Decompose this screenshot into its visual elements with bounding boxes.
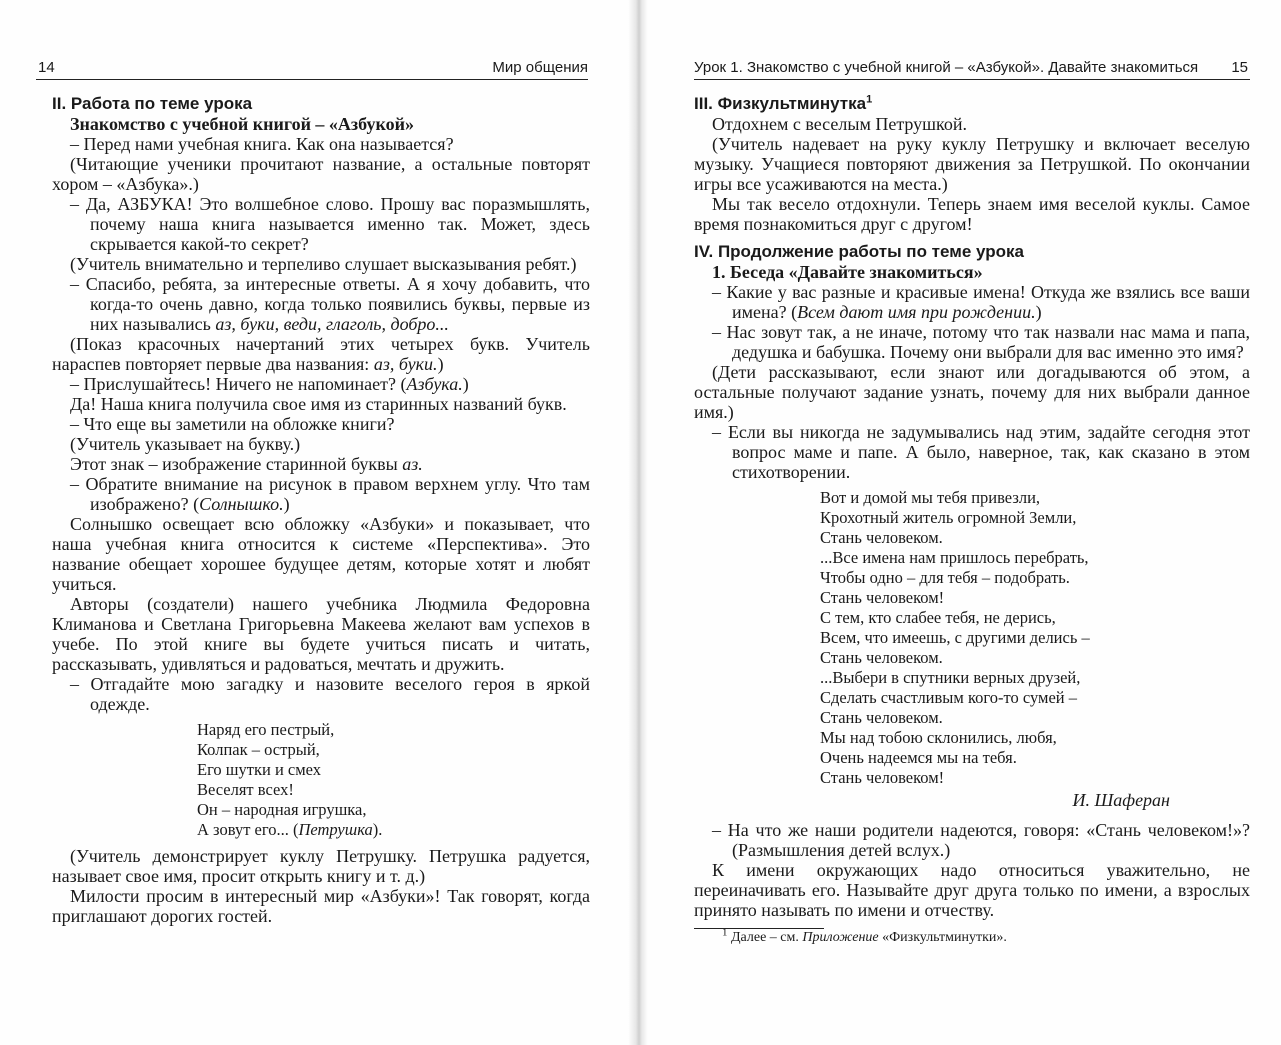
- text-run-italic: аз, буки, веди, глаголь, добро...: [215, 314, 449, 334]
- poem-line: Стань человеком.: [820, 708, 943, 727]
- text-run: Далее – см.: [727, 930, 803, 945]
- paragraph: – Если вы никогда не задумывались над этим, задайте сегодня этот вопрос маме и папе. А было, наверное, так, как сказано в этом стихотворении.: [712, 422, 1250, 482]
- right-running-head: Урок 1. Знакомство с учебной книгой – «Азбукой». Давайте знакомиться: [694, 59, 1199, 76]
- left-page-number: 14: [38, 59, 55, 76]
- paragraph: – Что еще вы заметили на обложке книги?: [70, 414, 395, 434]
- section-heading-4: IV. Продолжение работы по теме урока: [694, 242, 1024, 261]
- poem-line: Крохотный житель огромной Земли,: [820, 508, 1077, 527]
- text-run: – Прислушайтесь! Ничего не напоминает? (: [70, 374, 407, 394]
- paragraph: (Учитель надевает на руку куклу Петрушку и включает веселую музыку. Учащиеся повторяют движения за Петрушкой. По окончании игры все усаживаются на места.): [694, 134, 1250, 194]
- right-text-column: [694, 94, 1250, 947]
- left-page-header: [36, 57, 588, 80]
- poem-line: Стань человеком!: [820, 768, 945, 787]
- subheading-azbuka: Знакомство с учебной книгой – «Азбукой»: [70, 114, 414, 134]
- poem-line: Всем, что имеешь, с другими делись –: [820, 628, 1090, 647]
- left-text-column: [52, 94, 590, 926]
- poem-line: Стань человеком!: [820, 588, 945, 607]
- poem-line: Очень надеемся мы на тебя.: [820, 748, 1017, 767]
- paragraph: Солнышко освещает всю обложку «Азбуки» и показывает, что наша учебная книга относится к системе «Перспектива». Это название обещает хорошее будущее детям, которые хотят и любят учиться.: [52, 514, 590, 594]
- text-run-italic: Азбука.: [406, 374, 463, 394]
- poem-line: Наряд его пестрый,: [197, 720, 335, 739]
- paragraph: – Перед нами учебная книга. Как она называется?: [70, 134, 454, 154]
- section-heading-3: [694, 94, 1250, 114]
- text-run: – Спасибо, ребята, за интересные ответы. А я хочу добавить, что когда-то очень давно, когда только появились буквы, первые из них назывались: [70, 274, 590, 334]
- poem-line: Сделать счастливым кого-то сумей –: [820, 688, 1077, 707]
- paragraph: Отдохнем с веселым Петрушкой.: [712, 114, 967, 134]
- poem-line: Вот и домой мы тебя привезли,: [820, 488, 1041, 507]
- paragraph: Авторы (создатели) нашего учебника Людмила Федоровна Климанова и Светлана Григорьевна Макеева желают вам успехов в учебе. По этой книге вы будете учиться писать и читать, рассказывать, удивляться и радоваться, мечтать и дружить.: [52, 594, 590, 674]
- poem-line: Чтобы одно – для тебя – подобрать.: [820, 568, 1070, 587]
- paragraph: Да! Наша книга получила свое имя из старинных названий букв.: [70, 394, 567, 414]
- paragraph: Милости просим в интересный мир «Азбуки»! Так говорят, когда приглашают дорогих гостей.: [52, 886, 590, 926]
- paragraph: – Да, АЗБУКА! Это волшебное слово. Прошу вас поразмышлять, почему наша книга называется именно так. Может, здесь скрывается какой-то секрет?: [70, 194, 590, 254]
- paragraph: (Учитель указывает на букву.): [70, 434, 301, 454]
- poem-line: Мы над тобою склонились, любя,: [820, 728, 1057, 747]
- text-run: – Какие у вас разные и красивые имена! Откуда же взялись все ваши имена? (: [712, 282, 1250, 322]
- right-page-header: [694, 57, 1250, 80]
- text-run-italic: Приложение: [802, 930, 879, 945]
- text-run: ): [462, 374, 469, 394]
- text-run-italic: аз.: [402, 454, 423, 474]
- book-gutter: [628, 0, 648, 1045]
- poem-line: [197, 820, 590, 840]
- poem-line: ...Выбери в спутники верных друзей,: [820, 668, 1081, 687]
- paragraph: [52, 334, 590, 374]
- paragraph: [70, 274, 590, 334]
- text-run: ): [283, 494, 290, 514]
- text-run: ): [437, 354, 444, 374]
- poem-line: Веселят всех!: [197, 780, 294, 799]
- footnote-marker: 1: [866, 93, 873, 106]
- text-run: (Показ красочных начертаний этих четырех букв. Учитель нараспев повторяет первые два названия:: [52, 334, 590, 374]
- poem-line: Он – народная игрушка,: [197, 800, 367, 819]
- paragraph: – Нас зовут так, а не иначе, потому что так назвали нас мама и папа, дедушка и бабушка. Почему они выбрали для вас именно это имя?: [712, 322, 1250, 362]
- poem-line: ...Все имена нам пришлось перебрать,: [820, 548, 1089, 567]
- poem-line: Его шутки и смех: [197, 760, 322, 779]
- footnote-number: 1: [722, 926, 728, 939]
- poem-author: И. Шаферан: [1072, 790, 1170, 810]
- paragraph: [52, 454, 590, 474]
- paragraph: – На что же наши родители надеются, говоря: «Стань человеком!»? (Размышления детей вслух.): [712, 820, 1250, 860]
- paragraph: К имени окружающих надо относиться уважительно, не переиначивать его. Называйте друг друга только по имени, а взрослых принято называть по имени и отчеству.: [694, 860, 1250, 920]
- footnote: [694, 926, 1250, 947]
- poem-line: С тем, кто слабее тебя, не дерись,: [820, 608, 1056, 627]
- text-run-italic: Всем дают имя при рождении.: [797, 302, 1036, 322]
- text-run: – Обратите внимание на рисунок в правом верхнем углу. Что там изображено? (: [70, 474, 590, 514]
- paragraph: (Читающие ученики прочитают название, а остальные повторят хором – «Азбука».): [52, 154, 590, 194]
- text-run: «Физкультминутки».: [878, 930, 1007, 945]
- poem-line: Стань человеком.: [820, 648, 943, 667]
- text-run: Этот знак – изображение старинной буквы: [70, 454, 403, 474]
- text-run-italic: Солнышко.: [199, 494, 284, 514]
- subheading-beseda: 1. Беседа «Давайте знакомиться»: [712, 262, 983, 282]
- paragraph: (Учитель внимательно и терпеливо слушает высказывания ребят.): [70, 254, 577, 274]
- section-heading-2: II. Работа по теме урока: [52, 94, 253, 113]
- text-run: ).: [372, 820, 383, 839]
- poem-line: Колпак – острый,: [197, 740, 320, 759]
- paragraph: (Дети рассказывают, если знают или догадываются об этом, а остальные получают задание узнать, почему для них выбрали данное имя.): [694, 362, 1250, 422]
- paragraph: Мы так весело отдохнули. Теперь знаем имя веселой куклы. Самое время познакомиться друг с другом!: [694, 194, 1250, 234]
- text-run: А зовут его... (: [197, 820, 299, 839]
- paragraph: [70, 474, 590, 514]
- text-run: ): [1035, 302, 1042, 322]
- left-running-head: Мир общения: [492, 59, 588, 76]
- paragraph: (Учитель демонстрирует куклу Петрушку. Петрушка радуется, называет свое имя, просит открыть книгу и т. д.): [52, 846, 590, 886]
- right-page-number: 15: [1231, 59, 1248, 76]
- poem-line: Стань человеком.: [820, 528, 943, 547]
- text-run-italic: аз, буки.: [373, 354, 438, 374]
- poem: [694, 488, 1250, 788]
- paragraph: [52, 374, 590, 394]
- paragraph: – Отгадайте мою загадку и назовите веселого героя в яркой одежде.: [70, 674, 590, 714]
- riddle-poem: [52, 720, 590, 840]
- heading-text: III. Физкультминутка: [694, 94, 867, 113]
- paragraph: [712, 282, 1250, 322]
- text-run-italic: Петрушка: [298, 820, 373, 839]
